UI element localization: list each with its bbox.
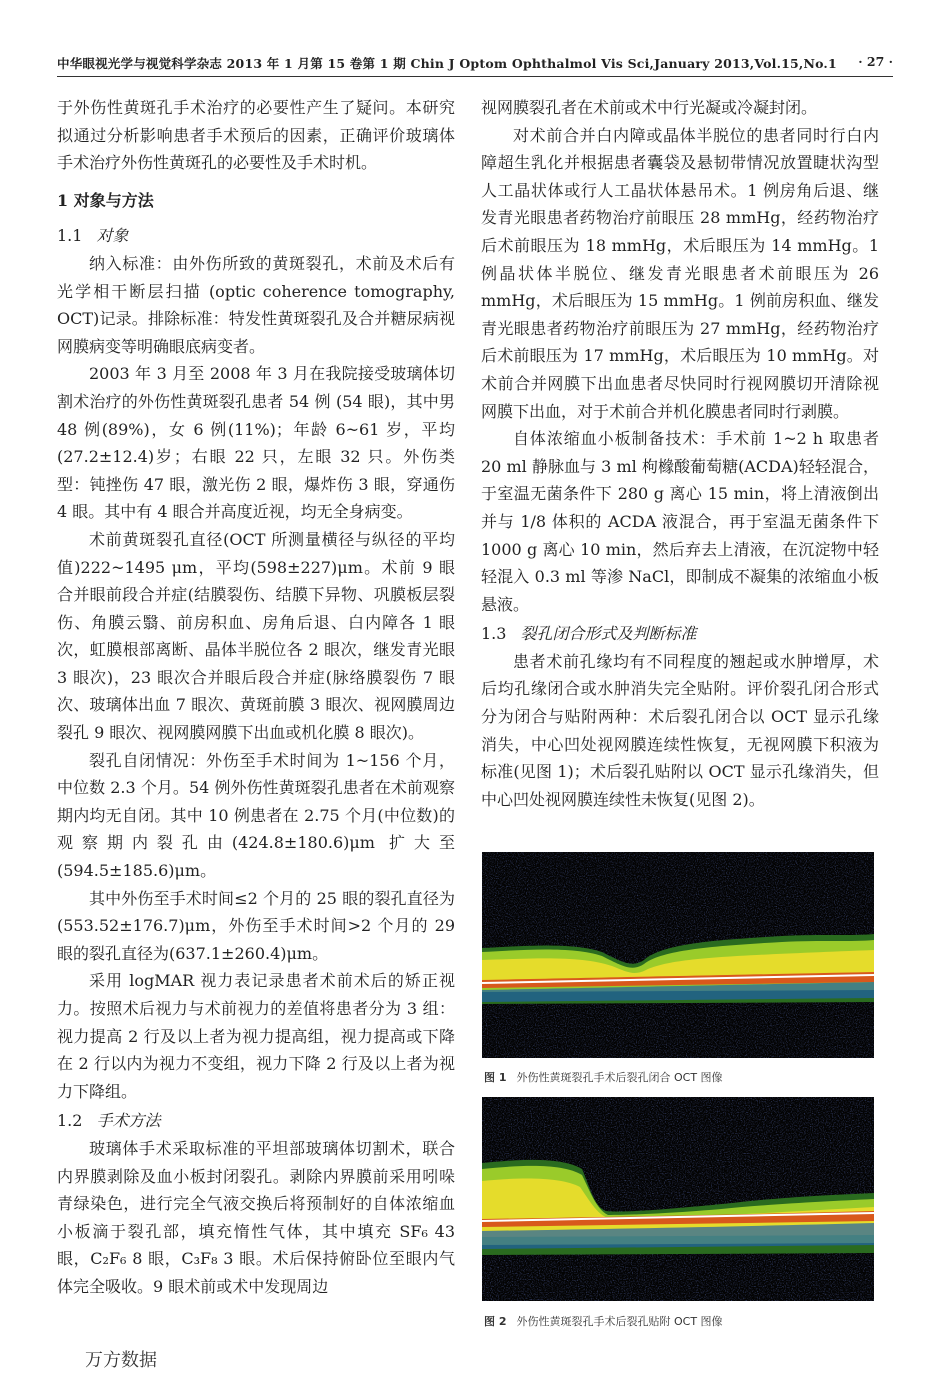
paragraph: 患者术前孔缘均有不同程度的翘起或水肿增厚，术后均孔缘闭合或水肿消失完全贴附。评价裂孔闭合形式分为闭合与贴附两种：术后裂孔闭合以 OCT 显示孔缘消失，中心凹处视网膜连续性恢复，无视网膜下积液为标准(见图 1)；术后裂孔贴附以 OCT 显示孔缘消失，但中心凹处视网膜连续性未恢复(见图 2)。 xyxy=(481,651,879,809)
figure-caption xyxy=(484,1313,723,1329)
header-rule xyxy=(57,76,893,77)
paragraph: 2003 年 3 月至 2008 年 3 月在我院接受玻璃体切割术治疗的外伤性黄斑裂孔患者 54 例 (54 眼)，其中男 48 例(89%)，女 6 例(11%)；年龄 6~61 岁，平均(27.2±12.4)岁；右眼 22 只，左眼 32 只。外伤类型：钝挫伤 47 眼，激光伤 2 眼，爆炸伤 3 眼，穿通伤 4 眼。其中有 4 眼合并高度近视，均无全身病变。 xyxy=(57,364,455,522)
paragraph: 于外伤性黄斑孔手术治疗的必要性产生了疑问。本研究拟通过分析影响患者手术预后的因素，正确评价玻璃体手术治疗外伤性黄斑孔的必要性及手术时机。 xyxy=(57,98,455,173)
paragraph: 自体浓缩血小板制备技术：手术前 1~2 h 取患者20 ml 静脉血与 3 ml 枸橼酸葡萄糖(ACDA)轻轻混合，于室温无菌条件下 280 g 离心 15 min，将上清液倒出并与 1/8 体积的 ACDA 液混合，再于室温无菌条件下 1000 g 离心 10 min，然后弃去上清液，在沉淀物中轻轻混入 0.3 ml 等渗 NaCl，即制成不凝集的浓缩血小板悬液。 xyxy=(481,429,879,614)
paragraph: 玻璃体手术采取标准的平坦部玻璃体切割术，联合内界膜剥除及血小板封闭裂孔。剥除内界膜前采用吲哚青绿染色，进行完全气液交换后将预制好的自体浓缩血小板滴于裂孔部，填充惰性气体，其中填充 SF₆ 43 眼，C₂F₆ 8 眼，C₃F₈ 3 眼。术后保持俯卧位至眼内气体完全吸收。9 眼术前或术中发现周边 xyxy=(57,1138,455,1296)
subsection-number: 1.3 xyxy=(481,624,507,644)
paragraph: 术前黄斑裂孔直径(OCT 所测量横径与纵径的平均值)222~1495 μm，平均(598±227)μm。术前 9 眼合并眼前段合并症(结膜裂伤、结膜下异物、巩膜板层裂伤、角膜云翳、前房积血、房角后退、白内障各 1 眼次，虹膜根部离断、晶体半脱位各 2 眼次，继发青光眼 3 眼次)，23 眼次合并眼后段合并症(脉络膜裂伤 7 眼次、玻璃体出血 7 眼次、黄斑前膜 3 眼次、视网膜周边裂孔 9 眼次、视网膜网膜下出血或机化膜 8 眼次)。 xyxy=(57,529,455,743)
section-heading: 1 对象与方法 xyxy=(57,190,154,210)
figure-caption-text: 外伤性黄斑裂孔手术后裂孔贴附 OCT 图像 xyxy=(516,1315,723,1328)
subsection-number: 1.1 xyxy=(57,226,83,246)
subsection-title: 裂孔闭合形式及判断标准 xyxy=(520,624,697,644)
subsection-title: 对象 xyxy=(96,226,129,246)
watermark: 万方数据 xyxy=(85,1350,157,1371)
journal-citation: 中华眼视光学与视觉科学杂志 2013 年 1 月第 15 卷第 1 期 Chin J Optom Ophthalmol Vis Sci,January 2013,Vol.15,No.1 xyxy=(57,56,837,71)
subsection-heading xyxy=(57,1107,455,1135)
left-column xyxy=(57,94,455,1301)
figure-caption xyxy=(484,1069,723,1085)
oct-image-closed xyxy=(482,852,874,1058)
subsection-heading xyxy=(57,222,455,250)
paragraph: 视网膜裂孔者在术前或术中行光凝或冷凝封闭。 xyxy=(481,98,818,117)
subsection-title: 手术方法 xyxy=(96,1111,161,1131)
page-number: · 27 · xyxy=(858,54,893,69)
subsection-heading xyxy=(481,620,879,648)
figure-label: 图 2 xyxy=(484,1315,507,1328)
oct-image-attached xyxy=(482,1097,874,1301)
right-column xyxy=(481,94,879,813)
subsection-number: 1.2 xyxy=(57,1111,83,1131)
paragraph: 纳入标准：由外伤所致的黄斑裂孔，术前及术后有光学相干断层扫描 (optic coherence tomography, OCT)记录。排除标准：特发性黄斑裂孔及合并糖尿病视网膜病变等明确眼底病变者。 xyxy=(57,253,455,356)
figure-label: 图 1 xyxy=(484,1071,507,1084)
running-header xyxy=(57,54,893,84)
figure-caption-text: 外伤性黄斑裂孔手术后裂孔闭合 OCT 图像 xyxy=(516,1071,723,1084)
paragraph: 采用 logMAR 视力表记录患者术前术后的矫正视力。按照术后视力与术前视力的差值将患者分为 3 组：视力提高 2 行及以上者为视力提高组，视力提高或下降在 2 行以内为视力不变组，视力下降 2 行及以上者为视力下降组。 xyxy=(57,971,455,1101)
paragraph: 对术前合并白内障或晶体半脱位的患者同时行白内障超生乳化并根据患者囊袋及悬韧带情况放置睫状沟型人工晶状体或行人工晶状体悬吊术。1 例房角后退、继发青光眼患者药物治疗前眼压 28 mmHg，经药物治疗后术前眼压为 18 mmHg，术后眼压为 14 mmHg。1 例晶状体半脱位、继发青光眼患者术前眼压为 26 mmHg，术后眼压为 15 mmHg。1 例前房积血、继发青光眼患者药物治疗前眼压为 27 mmHg，经药物治疗后术前眼压为 17 mmHg，术后眼压为 10 mmHg。对术前合并网膜下出血患者尽快同时行视网膜切开清除视网膜下出血，对于术前合并机化膜患者同时行剥膜。 xyxy=(481,125,879,421)
paragraph: 其中外伤至手术时间≤2 个月的 25 眼的裂孔直径为(553.52±176.7)μm，外伤至手术时间>2 个月的 29 眼的裂孔直径为(637.1±260.4)μm。 xyxy=(57,888,455,963)
paragraph: 裂孔自闭情况：外伤至手术时间为 1~156 个月，中位数 2.3 个月。54 例外伤性黄斑裂孔患者在术前观察期内均无自闭。其中 10 例患者在 2.75 个月(中位数)的观察期内裂孔由(424.8±180.6)μm 扩大至(594.5±185.6)μm。 xyxy=(57,750,455,881)
